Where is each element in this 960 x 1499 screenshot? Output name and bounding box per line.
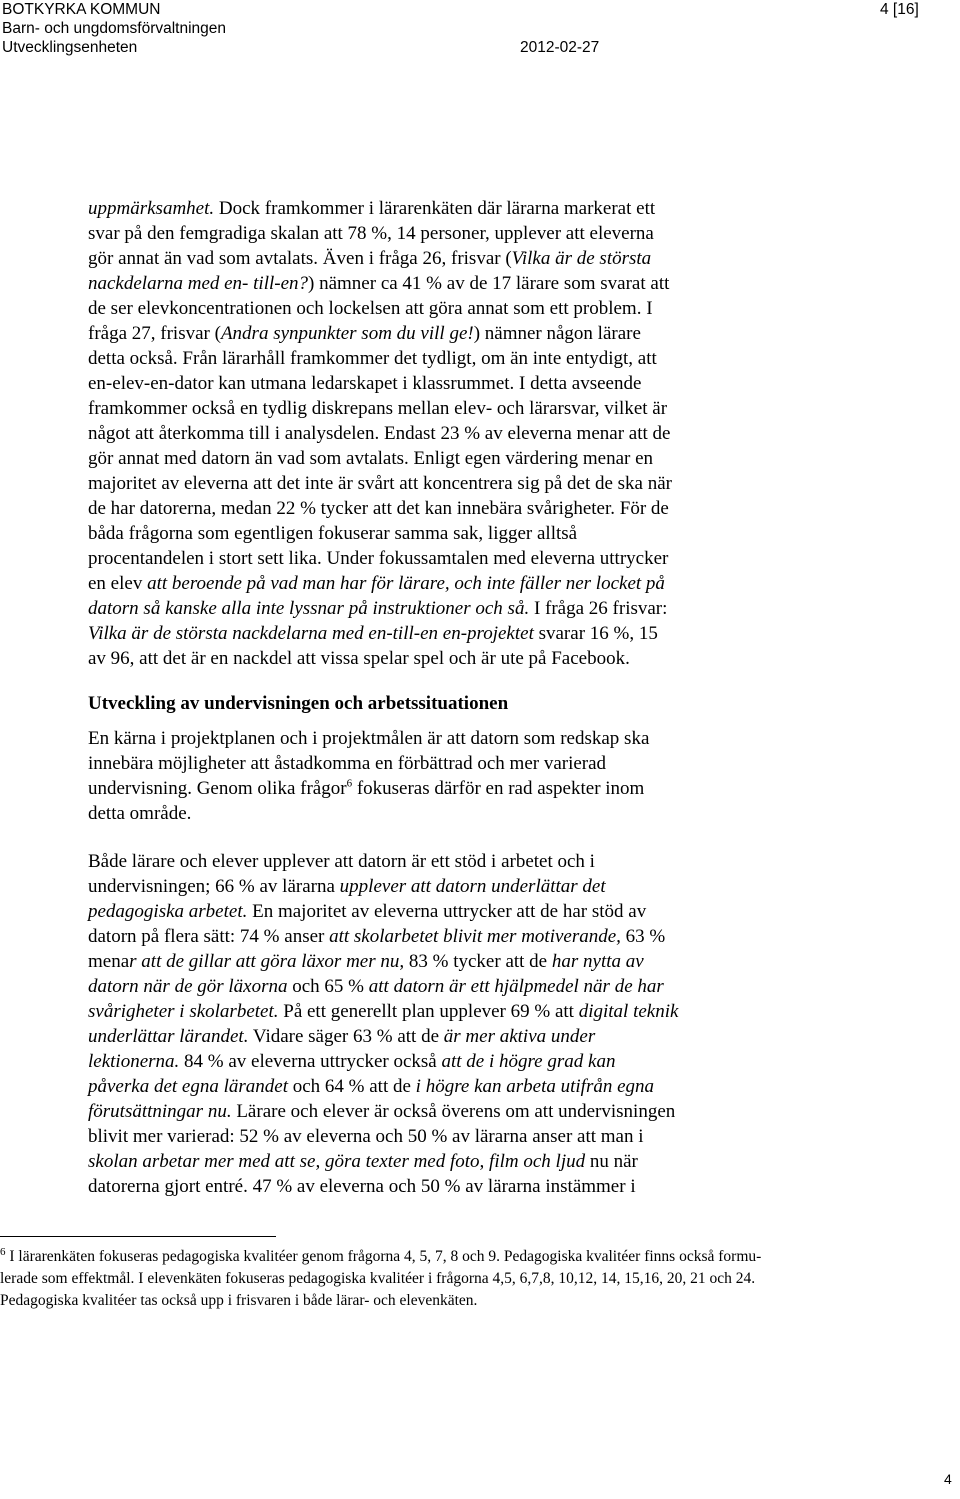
text-run: gör annat än vad som avtalats. Även i fråga 26, frisvar ( xyxy=(88,248,512,269)
text-line xyxy=(88,646,878,671)
text-line xyxy=(88,271,878,296)
italic-run: upplever att datorn underlättar det xyxy=(339,876,606,897)
text-run: gör annat med datorn än vad som avtalats. Enligt egen värdering menar en xyxy=(88,448,654,469)
text-line xyxy=(88,899,878,924)
text-line xyxy=(88,546,878,571)
section-heading: Utveckling av undervisningen och arbetssituationen xyxy=(88,693,509,714)
italic-run: lektionerna. xyxy=(88,1051,180,1072)
italic-run: är mer aktiva under xyxy=(443,1026,596,1047)
paragraph-3 xyxy=(88,849,878,1199)
italic-run: skolan arbetar mer med att se, göra texter med foto, film och ljud xyxy=(88,1151,586,1172)
text-run: I lärarenkäten fokuseras pedagogiska kvalitéer genom frågorna 4, 5, 7, 8 och 9. Pedagogiska kvalitéer finns också formu- xyxy=(5,1248,762,1265)
text-run: de har datorerna, medan 22 % tycker att det kan innebära svårigheter. För de xyxy=(88,498,669,519)
text-run: En majoritet av eleverna uttrycker att de har stöd av xyxy=(247,901,647,922)
text-line xyxy=(88,421,878,446)
italic-run: r att de gillar att göra läxor mer nu, xyxy=(129,951,405,972)
italic-run: datorn så kanske alla inte lyssnar på instruktioner och så. xyxy=(88,598,530,619)
text-line xyxy=(88,1099,878,1124)
text-run: och 64 % att de xyxy=(287,1076,416,1097)
text-line xyxy=(88,751,878,776)
text-line xyxy=(88,726,878,751)
footnote xyxy=(0,1246,950,1312)
text-run: av 96, att det är en nackdel att vissa spelar spel och är ute på Facebook. xyxy=(88,648,630,669)
text-run: blivit mer varierad: 52 % av eleverna och 50 % av lärarna anser att man i xyxy=(88,1126,644,1147)
italic-run: i högre kan arbeta utifrån egna xyxy=(415,1076,655,1097)
text-run: 63 % xyxy=(620,926,666,947)
text-run: lerade som effektmål. I elevenkäten fokuseras pedagogiska kvalitéer i frågorna 4,5, 6,7,8, 10,12, 14, 15,16, 20, 21 och 24. xyxy=(0,1270,756,1287)
text-run: ) nämner någon lärare xyxy=(473,323,641,344)
footnote-divider xyxy=(0,1236,276,1237)
text-run: fråga 27, frisvar ( xyxy=(88,323,221,344)
text-run: undervisning. Genom olika frågor xyxy=(88,778,347,799)
text-line xyxy=(88,346,878,371)
text-run: Lärare och elever är också överens om att undervisningen xyxy=(231,1101,676,1122)
text-run: 83 % tycker att de xyxy=(404,951,552,972)
italic-run: nackdelarna med en- till-en? xyxy=(88,273,309,294)
page-number: 4 xyxy=(944,1471,952,1487)
text-line xyxy=(88,596,878,621)
text-line xyxy=(88,496,878,521)
text-line xyxy=(88,621,878,646)
italic-run: digital teknik xyxy=(578,1001,679,1022)
text-run: en-elev-en-dator kan utmana ledarskapet i klassrummet. I detta avseende xyxy=(88,373,642,394)
text-run: de ser elevkoncentrationen och lockelsen att göra annat som ett problem. I xyxy=(88,298,653,319)
footnote-marker: 6 xyxy=(0,1245,6,1258)
text-run: något att återkomma till i analysdelen. Endast 23 % av eleverna menar att de xyxy=(88,423,671,444)
text-run: majoritet av eleverna att det inte är svårt att koncentrera sig på det de ska när xyxy=(88,473,672,494)
italic-run: har nytta av xyxy=(551,951,644,972)
text-line xyxy=(88,949,878,974)
italic-run: underlättar lärandet. xyxy=(88,1026,249,1047)
header-org: BOTKYRKA KOMMUN xyxy=(2,1,161,18)
italic-run: påverka det egna lärandet xyxy=(88,1076,288,1097)
text-run: undervisningen; 66 % av lärarna xyxy=(88,876,340,897)
text-run: I fråga 26 frisvar: xyxy=(529,598,668,619)
text-line xyxy=(88,221,878,246)
text-run: svarar 16 %, 15 xyxy=(533,623,658,644)
italic-run: Vilka är de största xyxy=(511,248,652,269)
text-run: en elev xyxy=(88,573,148,594)
text-run: detta område. xyxy=(88,803,192,824)
italic-run: att beroende på vad man har för lärare, och inte fäller ner locket på xyxy=(147,573,665,594)
text-run: procentandelen i stort sett lika. Under fokussamtalen med eleverna uttrycker xyxy=(88,548,669,569)
text-run: Vidare säger 63 % att de xyxy=(248,1026,444,1047)
italic-run: datorn när de gör läxorna xyxy=(88,976,288,997)
italic-run: att datorn är ett hjälpmedel när de har xyxy=(368,976,664,997)
text-line xyxy=(88,521,878,546)
text-line xyxy=(88,321,878,346)
text-line xyxy=(88,396,878,421)
text-line xyxy=(88,446,878,471)
text-line xyxy=(0,1268,950,1290)
text-run: Både lärare och elever upplever att datorn är ett stöd i arbetet och i xyxy=(88,851,595,872)
text-run: ) nämner ca 41 % av de 17 lärare som svarat att xyxy=(308,273,670,294)
text-line xyxy=(0,1290,950,1312)
text-run: fokuseras därför en rad aspekter inom xyxy=(352,778,645,799)
footnote-marker: 6 xyxy=(346,777,353,790)
header-unit: Utvecklingsenheten xyxy=(2,39,138,56)
text-run: datorn på flera sätt: 74 % anser xyxy=(88,926,330,947)
italic-run: pedagogiska arbetet. xyxy=(88,901,248,922)
text-line xyxy=(88,1074,878,1099)
header-page: 4 [16] xyxy=(880,1,919,18)
italic-run: förutsättningar nu. xyxy=(88,1101,232,1122)
italic-run: Vilka är de största nackdelarna med en-till-en en-projektet xyxy=(88,623,534,644)
header-date: 2012-02-27 xyxy=(520,39,600,56)
text-run: mena xyxy=(88,951,130,972)
header-dept: Barn- och ungdomsförvaltningen xyxy=(2,20,227,37)
text-line xyxy=(88,1174,878,1199)
text-run: framkommer också en tydlig diskrepans mellan elev- och lärarsvar, vilket är xyxy=(88,398,668,419)
text-line xyxy=(88,371,878,396)
text-run: 84 % av eleverna uttrycker också xyxy=(179,1051,442,1072)
italic-run: uppmärksamhet. xyxy=(88,198,215,219)
text-line xyxy=(88,801,878,826)
text-run: och 65 % xyxy=(287,976,369,997)
text-line xyxy=(0,1246,950,1268)
italic-run: svårigheter i skolarbetet. xyxy=(88,1001,279,1022)
text-run: Pedagogiska kvalitéer tas också upp i frisvaren i både lärar- och elevenkäten. xyxy=(0,1292,478,1309)
text-run: innebära möjligheter att åstadkomma en förbättrad och mer varierad xyxy=(88,753,607,774)
text-line xyxy=(88,571,878,596)
paragraph-2 xyxy=(88,726,878,826)
text-run: datorerna gjort entré. 47 % av eleverna och 50 % av lärarna instämmer i xyxy=(88,1176,636,1197)
paragraph-1 xyxy=(88,196,878,671)
text-run: Dock framkommer i lärarenkäten där lärarna markerat ett xyxy=(214,198,656,219)
text-line xyxy=(88,974,878,999)
text-line xyxy=(88,849,878,874)
text-run: nu när xyxy=(585,1151,638,1172)
text-line xyxy=(88,1149,878,1174)
text-run: svar på den femgradiga skalan att 78 %, 14 personer, upplever att eleverna xyxy=(88,223,654,244)
text-line xyxy=(88,246,878,271)
text-line xyxy=(88,1049,878,1074)
text-run: En kärna i projektplanen och i projektmålen är att datorn som redskap ska xyxy=(88,728,650,749)
text-line xyxy=(88,874,878,899)
text-line xyxy=(88,1024,878,1049)
text-line xyxy=(88,999,878,1024)
text-line xyxy=(88,776,878,801)
text-line xyxy=(88,196,878,221)
text-line xyxy=(88,1124,878,1149)
text-line xyxy=(88,924,878,949)
text-line xyxy=(88,471,878,496)
text-line xyxy=(88,296,878,321)
italic-run: Andra synpunkter som du vill ge! xyxy=(220,323,474,344)
italic-run: att de i högre grad kan xyxy=(441,1051,616,1072)
text-run: detta också. Från lärarhåll framkommer det tydligt, om än inte entydigt, att xyxy=(88,348,657,369)
italic-run: att skolarbetet blivit mer motiverande, xyxy=(329,926,621,947)
text-run: båda frågorna som egentligen fokuserar samma sak, ligger alltså xyxy=(88,523,578,544)
text-run: På ett generellt plan upplever 69 % att xyxy=(278,1001,579,1022)
